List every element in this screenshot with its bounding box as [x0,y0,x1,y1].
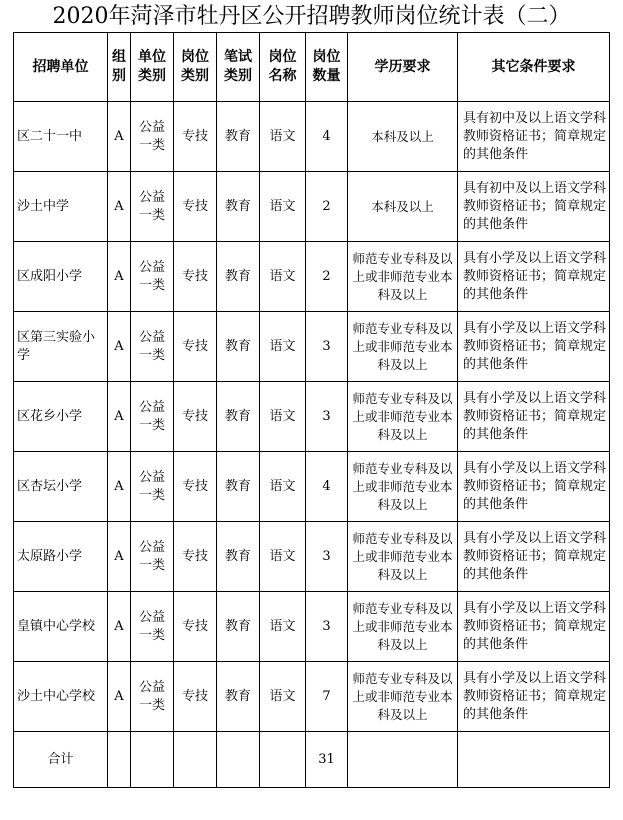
cell-post-type: 专技 [174,382,217,452]
cell-education: 本科及以上 [348,172,458,242]
table-row [14,102,610,172]
cell-unit-type: 公益一类 [131,312,174,382]
cell-post-name: 语文 [260,452,306,522]
total-empty-cell [458,732,610,788]
cell-other: 具有小学及以上语文学科教师资格证书；简章规定的其他条件 [458,242,610,312]
table-row [14,172,610,242]
header-group: 组别 [108,33,131,102]
cell-unit-type: 公益一类 [131,522,174,592]
cell-group: A [108,312,131,382]
header-unit-type: 单位类别 [131,33,174,102]
header-row [14,33,610,102]
cell-other: 具有小学及以上语文学科教师资格证书；简章规定的其他条件 [458,312,610,382]
header-unit: 招聘单位 [14,33,108,102]
cell-group: A [108,522,131,592]
cell-unit: 皇镇中心学校 [14,592,108,662]
cell-unit-type: 公益一类 [131,592,174,662]
cell-post-name: 语文 [260,522,306,592]
cell-other: 具有小学及以上语文学科教师资格证书；简章规定的其他条件 [458,522,610,592]
cell-count: 3 [306,522,348,592]
header-count: 岗位数量 [306,33,348,102]
cell-count: 4 [306,102,348,172]
cell-count: 2 [306,172,348,242]
page-title: 2020年菏泽市牡丹区公开招聘教师岗位统计表（二） [52,4,571,29]
cell-exam-type: 教育 [217,592,260,662]
cell-education: 师范专业专科及以上或非师范专业本科及以上 [348,452,458,522]
cell-unit: 区杏坛小学 [14,452,108,522]
cell-exam-type: 教育 [217,382,260,452]
total-empty-cell [131,732,174,788]
cell-count: 3 [306,312,348,382]
cell-other: 具有小学及以上语文学科教师资格证书；简章规定的其他条件 [458,592,610,662]
total-empty-cell [108,732,131,788]
total-row [14,732,610,788]
total-empty-cell [174,732,217,788]
table-body [14,102,610,732]
table-row [14,592,610,662]
table-row [14,662,610,732]
cell-post-name: 语文 [260,662,306,732]
cell-post-type: 专技 [174,242,217,312]
cell-post-type: 专技 [174,452,217,522]
cell-post-type: 专技 [174,102,217,172]
header-other: 其它条件要求 [458,33,610,102]
table-row [14,452,610,522]
cell-post-name: 语文 [260,592,306,662]
total-empty-cell [260,732,306,788]
cell-post-name: 语文 [260,172,306,242]
cell-group: A [108,242,131,312]
cell-exam-type: 教育 [217,172,260,242]
cell-count: 3 [306,592,348,662]
total-empty-cell [217,732,260,788]
cell-education: 师范专业专科及以上或非师范专业本科及以上 [348,592,458,662]
cell-other: 具有小学及以上语文学科教师资格证书；简章规定的其他条件 [458,382,610,452]
cell-group: A [108,172,131,242]
total-count: 31 [306,732,348,788]
cell-other: 具有初中及以上语文学科教师资格证书；简章规定的其他条件 [458,172,610,242]
cell-education: 师范专业专科及以上或非师范专业本科及以上 [348,382,458,452]
cell-unit: 区二十一中 [14,102,108,172]
cell-count: 4 [306,452,348,522]
cell-education: 师范专业专科及以上或非师范专业本科及以上 [348,242,458,312]
cell-unit-type: 公益一类 [131,662,174,732]
cell-unit-type: 公益一类 [131,172,174,242]
cell-post-type: 专技 [174,522,217,592]
table-row [14,312,610,382]
cell-exam-type: 教育 [217,242,260,312]
cell-group: A [108,382,131,452]
cell-unit-type: 公益一类 [131,382,174,452]
cell-unit: 区第三实验小学 [14,312,108,382]
header-post-name: 岗位名称 [260,33,306,102]
cell-unit-type: 公益一类 [131,452,174,522]
cell-group: A [108,662,131,732]
cell-count: 2 [306,242,348,312]
cell-post-name: 语文 [260,312,306,382]
header-education: 学历要求 [348,33,458,102]
cell-unit: 区成阳小学 [14,242,108,312]
recruitment-table [13,32,610,788]
total-empty-cell [348,732,458,788]
cell-count: 3 [306,382,348,452]
cell-post-type: 专技 [174,172,217,242]
cell-education: 师范专业专科及以上或非师范专业本科及以上 [348,312,458,382]
table-row [14,522,610,592]
header-post-type: 岗位类别 [174,33,217,102]
cell-exam-type: 教育 [217,452,260,522]
cell-post-name: 语文 [260,382,306,452]
cell-unit: 太原路小学 [14,522,108,592]
cell-education: 本科及以上 [348,102,458,172]
cell-education: 师范专业专科及以上或非师范专业本科及以上 [348,662,458,732]
cell-group: A [108,102,131,172]
cell-post-type: 专技 [174,662,217,732]
cell-group: A [108,592,131,662]
cell-post-type: 专技 [174,312,217,382]
cell-exam-type: 教育 [217,102,260,172]
cell-exam-type: 教育 [217,522,260,592]
cell-other: 具有小学及以上语文学科教师资格证书；简章规定的其他条件 [458,662,610,732]
cell-unit: 沙土中学 [14,172,108,242]
cell-group: A [108,452,131,522]
cell-unit-type: 公益一类 [131,102,174,172]
header-exam-type: 笔试类别 [217,33,260,102]
total-label: 合计 [14,732,108,788]
cell-unit-type: 公益一类 [131,242,174,312]
cell-count: 7 [306,662,348,732]
cell-post-name: 语文 [260,242,306,312]
cell-unit: 沙土中心学校 [14,662,108,732]
table-row [14,382,610,452]
cell-exam-type: 教育 [217,662,260,732]
cell-unit: 区花乡小学 [14,382,108,452]
cell-education: 师范专业专科及以上或非师范专业本科及以上 [348,522,458,592]
table-row [14,242,610,312]
cell-post-name: 语文 [260,102,306,172]
cell-other: 具有初中及以上语文学科教师资格证书；简章规定的其他条件 [458,102,610,172]
cell-post-type: 专技 [174,592,217,662]
cell-other: 具有小学及以上语文学科教师资格证书；简章规定的其他条件 [458,452,610,522]
cell-exam-type: 教育 [217,312,260,382]
